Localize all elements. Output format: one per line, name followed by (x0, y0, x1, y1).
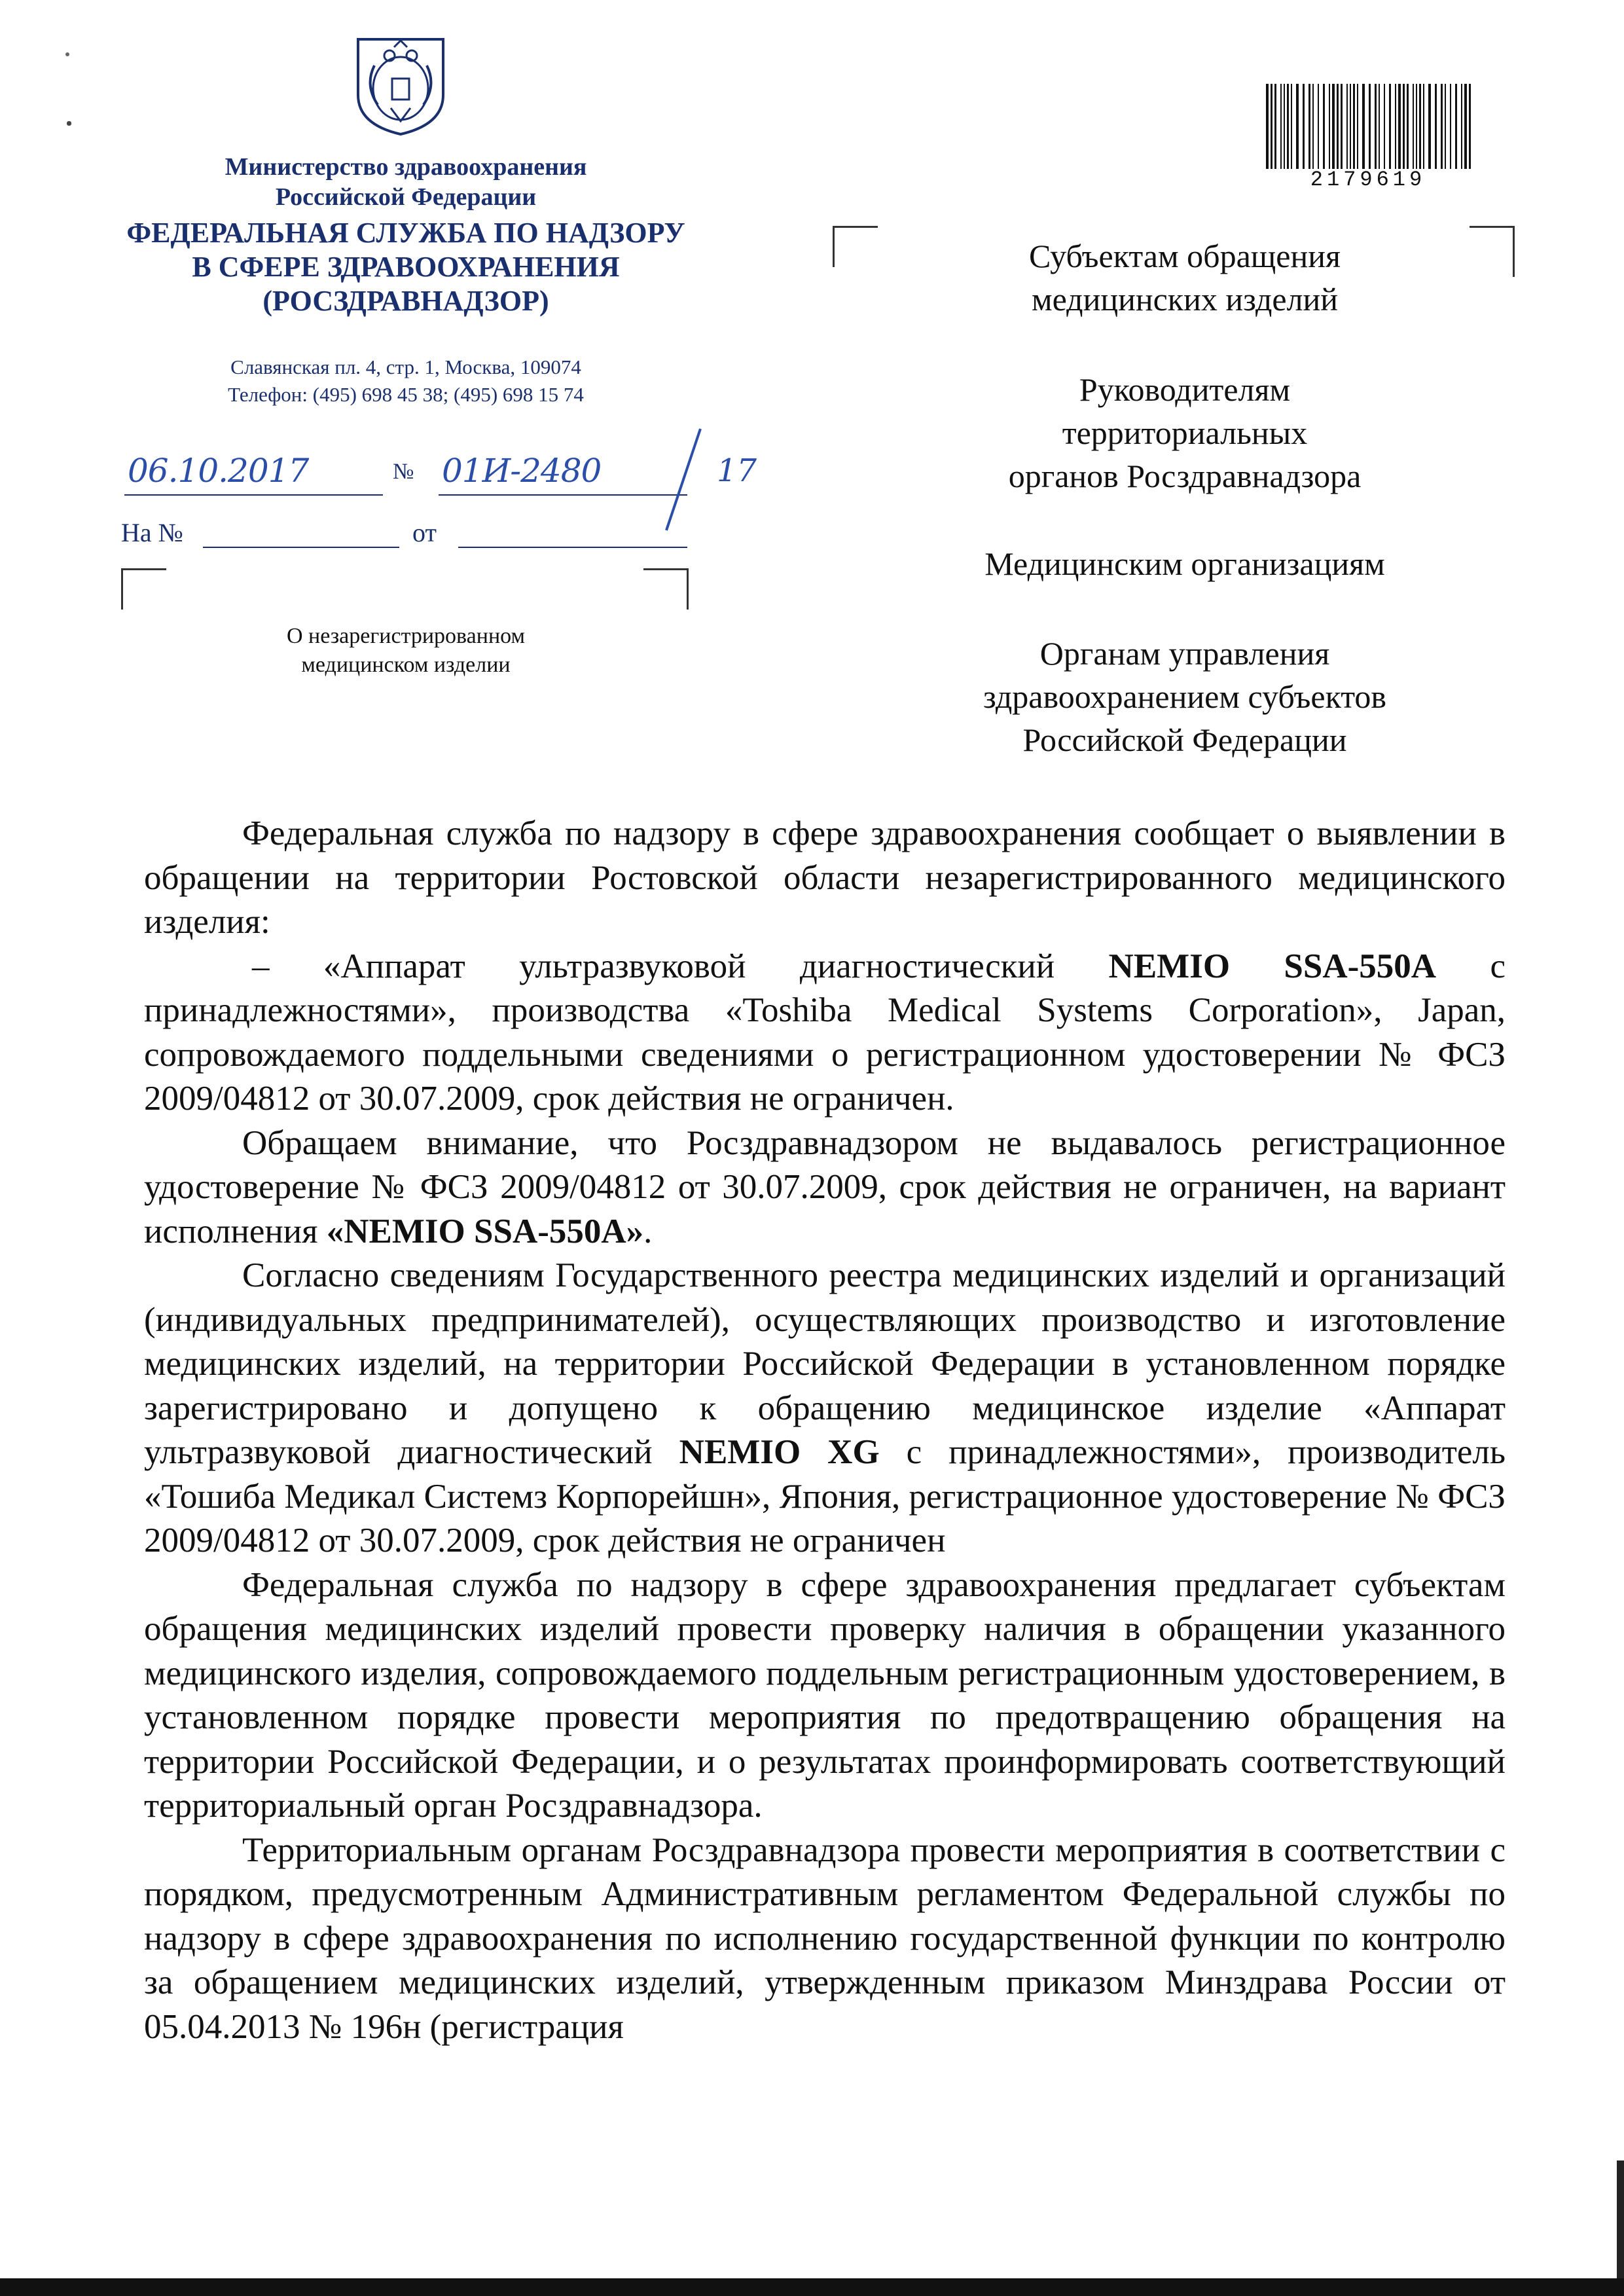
barcode-bar (1469, 84, 1471, 169)
addressee-line: территориальных (1062, 414, 1308, 451)
service-name (85, 216, 727, 318)
barcode-bar (1419, 84, 1421, 169)
body-paragraph: Федеральная служба по надзору в сфере здравоохранения предлагает субъектам обращения медицинских изделий провести проверку наличия в обращении указанного медицинского изделия, сопровождаемого поддельным регистрационным удостоверением, в установленном порядке провести мероприятия по предотвращению обращения на территории Российской Федерации, и о результатах проинформировать соответствующий территориальный орган Росздравнадзора. (144, 1565, 1506, 1825)
reply-number-label: На № (121, 518, 183, 547)
reply-number-underline (203, 547, 399, 548)
barcode-bar (1350, 84, 1351, 169)
barcode (1263, 84, 1473, 169)
addressee-line: Органам управления (1039, 635, 1330, 672)
addressee-line: Руководителям (1079, 371, 1291, 408)
barcode-number: 2179619 (1310, 168, 1426, 192)
outgoing-number: 01И-2480 (442, 452, 602, 490)
addressee-bracket-left (833, 226, 878, 267)
barcode-bar (1337, 84, 1339, 169)
addressee-line: Российской Федерации (1022, 721, 1347, 758)
scan-speck (65, 52, 69, 56)
text-run: Обращаем внимание, что Росздравнадзором не выдавалось регистрационное удостоверение № ФСЗ 2009/04812 от 30.07.2009, срок действия не ограничен, на вариант исполнения (144, 1123, 1506, 1250)
barcode-bar (1445, 84, 1446, 169)
addressee-medical-orgs (890, 542, 1479, 585)
service-line: ФЕДЕРАЛЬНАЯ СЛУЖБА ПО НАДЗОРУ (126, 217, 685, 249)
barcode-bar (1362, 84, 1365, 169)
barcode-bar (1271, 84, 1272, 169)
addressee-subjects (890, 234, 1479, 321)
ministry-name (151, 152, 661, 212)
barcode-bar (1284, 84, 1285, 169)
organization-address (131, 354, 681, 409)
coat-of-arms-emblem (352, 33, 450, 137)
barcode-bar (1341, 84, 1343, 169)
barcode-bar (1395, 84, 1396, 169)
barcode-bar (1274, 84, 1276, 169)
barcode-bar (1464, 84, 1467, 169)
device-model: NEMIO SSA-550A (1108, 947, 1437, 985)
address-line: Телефон: (495) 698 45 38; (495) 698 15 74 (228, 383, 584, 406)
service-line: (РОСЗДРАВНАДЗОР) (262, 285, 549, 317)
barcode-bar (1407, 84, 1409, 169)
ministry-line: Министерство здравоохранения (225, 153, 587, 181)
subject-bracket-right (643, 568, 689, 610)
addressee-line: Субъектам обращения (1029, 238, 1341, 274)
barcode-bar (1461, 84, 1462, 169)
text-run: – «Аппарат ультразвуковой диагностический (252, 947, 1109, 985)
barcode-bar (1435, 84, 1437, 169)
body-paragraph (144, 945, 1506, 1121)
device-model: NEMIO XG (679, 1433, 880, 1471)
barcode-bar (1398, 84, 1401, 169)
service-line: В СФЕРЕ ЗДРАВООХРАНЕНИЯ (192, 251, 620, 283)
reply-date-underline (458, 547, 687, 548)
barcode-bar (1303, 84, 1305, 169)
barcode-bar (1332, 84, 1335, 169)
barcode-bar (1455, 84, 1457, 169)
barcode-bar (1308, 84, 1310, 169)
date-underline (124, 494, 383, 496)
barcode-bar (1357, 84, 1358, 169)
letter-subject (216, 622, 596, 680)
barcode-bar (1375, 84, 1377, 169)
number-underline (439, 494, 687, 496)
reply-from-label: от (412, 518, 437, 547)
addressee-line: Медицинским организациям (984, 545, 1385, 582)
barcode-bar (1266, 84, 1269, 169)
barcode-bar (1416, 84, 1417, 169)
barcode-bar (1441, 84, 1443, 169)
body-paragraph: Федеральная служба по надзору в сфере здравоохранения сообщает о выявлении в обращении на территории Ростовской области незарегистрированного медицинского изделия: (144, 814, 1506, 941)
address-line: Славянская пл. 4, стр. 1, Москва, 109074 (230, 355, 581, 378)
subject-bracket-left (121, 568, 166, 610)
barcode-bar (1379, 84, 1380, 169)
barcode-bar (1384, 84, 1385, 169)
subject-line: О незарегистрированном (286, 624, 526, 648)
barcode-bar (1296, 84, 1299, 169)
handwritten-slash (655, 426, 759, 537)
text-run: с принадлежностями», производитель «Тошиба Медикал Системз Корпорейшн», Япония, регистрационное удостоверение № ФСЗ 2009/04812 от 30.07.2009, срок действия не ограничен (144, 1433, 1506, 1559)
text-run: . (643, 1212, 653, 1250)
barcode-bar (1287, 84, 1289, 169)
body-paragraph (144, 1121, 1506, 1254)
barcode-bar (1280, 84, 1282, 169)
body-paragraph: Территориальным органам Росздравнадзора провести мероприятия в соответствии с порядком, предусмотренным Административным регламентом Федеральной службы по надзору в сфере здравоохранения по исполнению государственной функции по контролю за обращением медицинских изделий, утвержденным приказом Минздрава России от 05.04.2013 № 196н (регистрация (144, 1831, 1506, 2046)
addressee-health-authorities (890, 632, 1479, 761)
subject-line: медицинском изделии (301, 653, 511, 677)
barcode-bar (1353, 84, 1355, 169)
barcode-bar (1291, 84, 1292, 169)
body-paragraph (144, 1254, 1506, 1563)
number-suffix: 17 (717, 452, 757, 489)
barcode-bar (1346, 84, 1348, 169)
device-model: «NEMIO SSA-550A» (326, 1212, 644, 1250)
barcode-bar (1389, 84, 1391, 169)
scan-edge-shadow (0, 2278, 1624, 2296)
barcode-bar (1428, 84, 1431, 169)
barcode-bar (1403, 84, 1405, 169)
addressee-line: медицинских изделий (1031, 281, 1339, 318)
scan-speck (67, 121, 71, 126)
text-run: с принадлежностями», производства «Toshiba Medical Systems Corporation», Japan, сопровождаемого поддельными сведениями о регистрационном удостоверении № ФСЗ 2009/04812 от 30.07.2009, срок действия не ограничен. (144, 947, 1506, 1118)
barcode-bar (1312, 84, 1314, 169)
scan-edge-shadow (1617, 2160, 1624, 2278)
addressee-territorial-heads (890, 368, 1479, 498)
addressee-line: здравоохранением субъектов (983, 678, 1387, 715)
barcode-bar (1318, 84, 1319, 169)
addressee-line: органов Росздравнадзора (1008, 458, 1362, 494)
ministry-line: Российской Федерации (275, 183, 537, 211)
barcode-bar (1329, 84, 1330, 169)
barcode-bar (1413, 84, 1414, 169)
text-run: Согласно сведениям Государственного реестра медицинских изделий и организаций (индивидуальных предпринимателей), осуществляющих производство и изготовление медицинских изделий, на территории Российской Федерации в установленном порядке зарегистрировано и допущено к обращению медицинское изделие «Аппарат ультразвуковой диагностический (144, 1256, 1506, 1471)
barcode-bar (1423, 84, 1424, 169)
barcode-bar (1369, 84, 1371, 169)
barcode-bar (1323, 84, 1325, 169)
barcode-bar (1450, 84, 1451, 169)
number-sign: № (393, 460, 414, 484)
outgoing-date: 06.10.2017 (128, 452, 309, 490)
letter-body (144, 812, 1506, 2049)
